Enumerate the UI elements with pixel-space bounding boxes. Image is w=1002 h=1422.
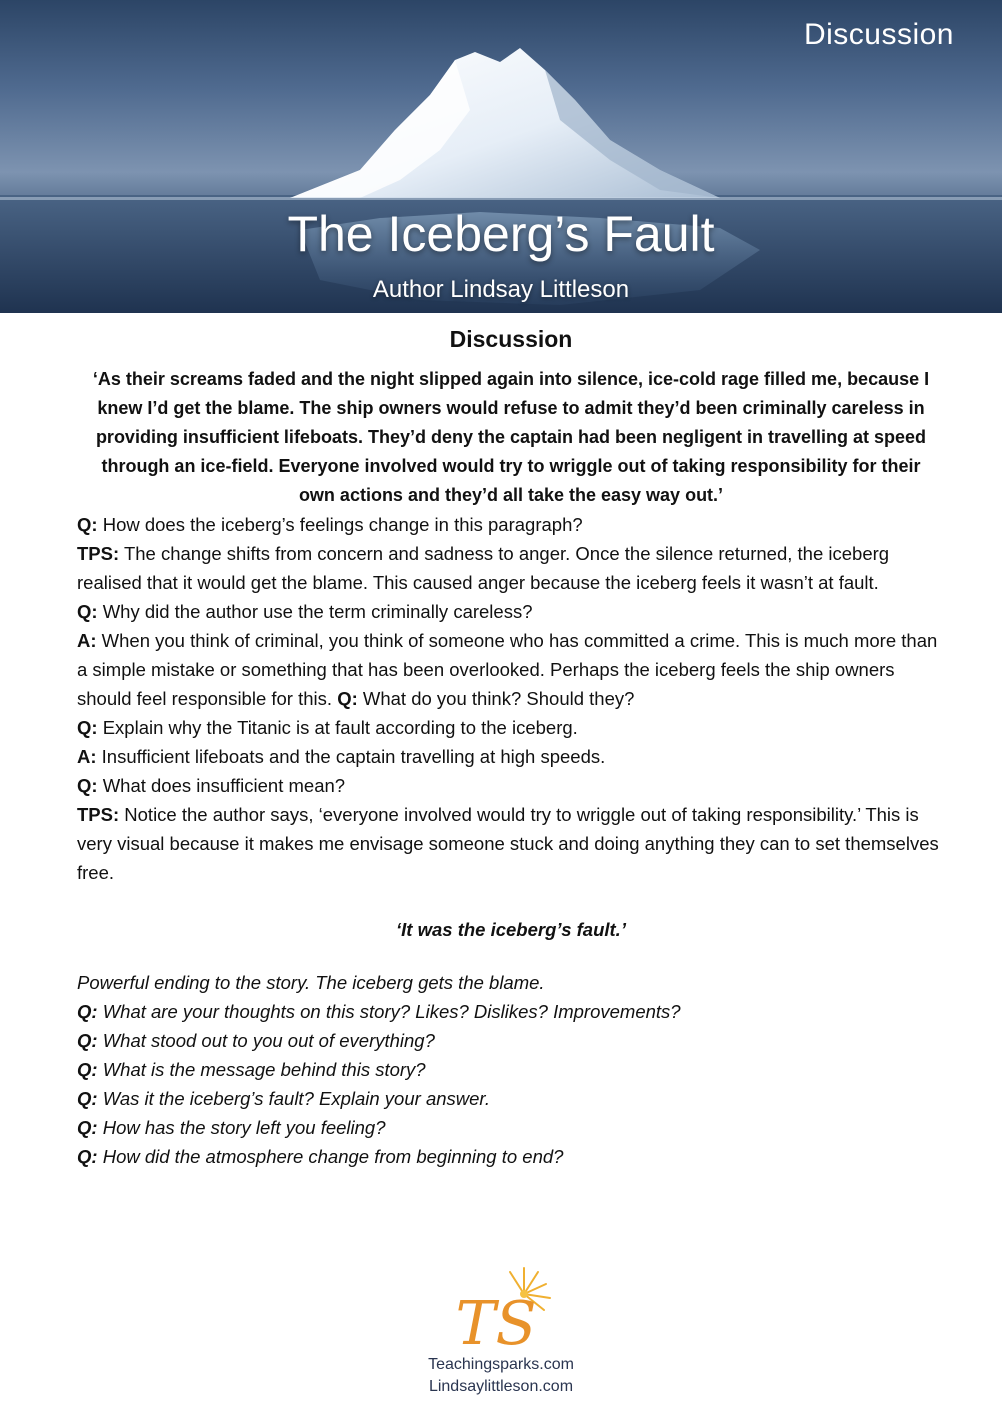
ending-quote: ‘It was the iceberg’s fault.’ — [396, 919, 626, 940]
discussion-content — [77, 326, 945, 1171]
qa-label: Q: — [77, 1030, 98, 1051]
qa-label: Q: — [77, 1117, 98, 1138]
qa-item — [77, 800, 945, 887]
qa-label: Q: — [77, 775, 98, 796]
qa-text: How has the story left you feeling? — [97, 1117, 386, 1138]
qa-text: The change shifts from concern and sadness to anger. Once the silence returned, the iceberg realised that it would get the blame. This caused anger because the iceberg feels it wasn’t at fault. — [77, 543, 890, 593]
qa-text: Was it the iceberg’s fault? Explain your answer. — [97, 1088, 491, 1109]
ending-question — [77, 1084, 945, 1113]
footer-link-teachingsparks[interactable]: Teachingsparks.com — [428, 1356, 574, 1373]
footer-link-lindsaylittleson[interactable]: Lindsaylittleson.com — [428, 1378, 574, 1395]
qa-item — [77, 713, 945, 742]
qa-label: Q: — [77, 1088, 98, 1109]
qa-label: TPS: — [77, 804, 120, 825]
qa-label: A: — [77, 746, 97, 767]
ending-question — [77, 997, 945, 1026]
qa-item — [77, 539, 945, 597]
qa-text: Explain why the Titanic is at fault according to the iceberg. — [97, 717, 578, 738]
qa-label: Q: — [77, 601, 98, 622]
qa-label: Q: — [77, 717, 98, 738]
logo-text: TS — [455, 1289, 537, 1354]
qa-item — [77, 771, 945, 800]
qa-text: How did the atmosphere change from beginning to end? — [97, 1146, 564, 1167]
qa-text: How does the iceberg’s feelings change in this paragraph? — [97, 514, 583, 535]
qa-label: Q: — [77, 514, 98, 535]
qa-text: What do you think? Should they? — [357, 688, 635, 709]
qa-label: Q: — [77, 1146, 98, 1167]
qa-text: What does insufficient mean? — [97, 775, 346, 796]
qa-item — [77, 626, 945, 713]
qa-label: Q: — [77, 1059, 98, 1080]
qa-text: What are your thoughts on this story? Likes? Dislikes? Improvements? — [97, 1001, 681, 1022]
qa-label: Q: — [77, 1001, 98, 1022]
qa-item — [77, 742, 945, 771]
ending-questions — [77, 968, 945, 1171]
ending-question — [77, 1113, 945, 1142]
qa-label: A: — [77, 630, 97, 651]
teachingsparks-logo-icon — [446, 1264, 556, 1354]
ending-question — [77, 1142, 945, 1171]
author-line: Author Lindsay Littleson — [372, 276, 630, 303]
ending-question — [77, 1055, 945, 1084]
qa-label: Q: — [337, 688, 358, 709]
qa-item — [77, 510, 945, 539]
qa-text: When you think of criminal, you think of someone who has committed a crime. This is much more than a simple mistake or something that has been overlooked. Perhaps the iceberg feels the ship owners should feel responsible for this. — [77, 630, 938, 709]
qa-item — [77, 597, 945, 626]
qa-text: Notice the author says, ‘everyone involved would try to wriggle out of taking responsibility.’ This is very visual because it makes me envisage someone stuck and doing anything they can to set themselves free. — [77, 804, 939, 883]
qa-list — [77, 510, 945, 887]
qa-text: Insufficient lifeboats and the captain travelling at high speeds. — [96, 746, 606, 767]
header-banner — [0, 0, 1002, 313]
page-title: The Iceberg’s Fault — [287, 206, 715, 262]
footer — [0, 1264, 1002, 1398]
qa-label: TPS: — [77, 543, 120, 564]
qa-text: What is the message behind this story? — [97, 1059, 426, 1080]
page-tag: Discussion — [803, 18, 954, 51]
story-quote: ‘As their screams faded and the night slipped again into silence, ice-cold rage filled me, because I knew I’d get the blame. The ship owners would refuse to admit they’d been criminally careless in providing insufficient lifeboats. They’d deny the captain had been negligent in travelling at speed through an ice-field. Everyone involved would try to wriggle out of taking responsibility for their own actions and they’d all take the easy way out.’ — [92, 369, 930, 505]
ending-question — [77, 1026, 945, 1055]
qa-text: Why did the author use the term criminally careless? — [97, 601, 533, 622]
ending-intro: Powerful ending to the story. The iceberg gets the blame. — [77, 972, 545, 993]
section-heading: Discussion — [449, 326, 573, 352]
qa-text: What stood out to you out of everything? — [97, 1030, 435, 1051]
